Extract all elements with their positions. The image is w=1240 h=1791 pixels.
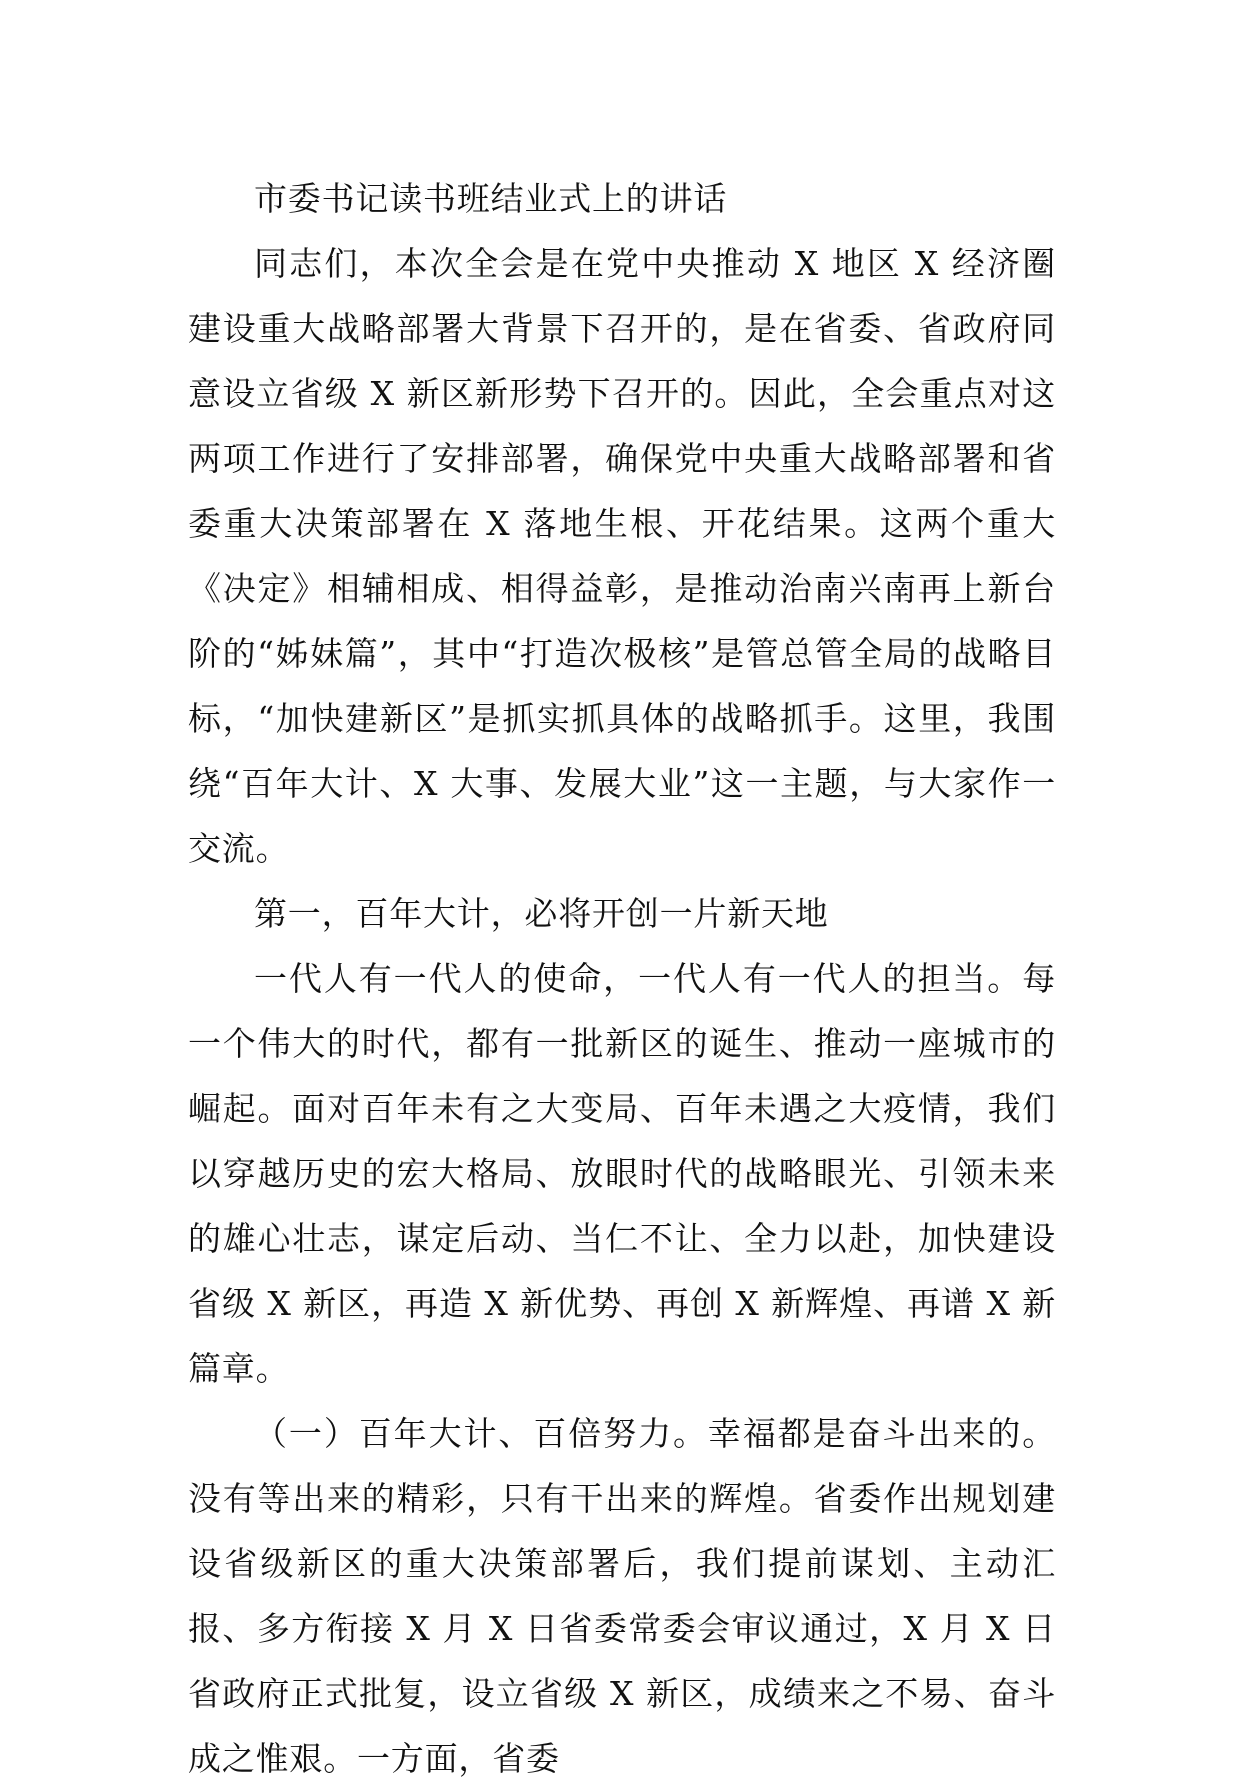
paragraph-subsection-one: （一）百年大计、百倍努力。幸福都是奋斗出来的。没有等出来的精彩，只有干出来的辉煌。省委作出规划建设省级新区的重大决策部署后，我们提前谋划、主动汇报、多方衔接 X 月 X 日省委常委会审议通过，X 月 X 日省政府正式批复，设立省级 X 新区，成绩来之不易、奋斗成之惟艰。一方面，省委 <box>188 1414 1056 1778</box>
paragraph-opening: 同志们，本次全会是在党中央推动 X 地区 X 经济圈建设重大战略部署大背景下召开的，是在省委、省政府同意设立省级 X 新区新形势下召开的。因此，全会重点对这两项工作进行了安排部署，确保党中央重大战略部署和省委重大决策部署在 X 落地生根、开花结果。这两个重大《决定》相辅相成、相得益彰，是推动治南兴南再上新台阶的“姊妹篇”，其中“打造次极核”是管总管全局的战略目标，“加快建新区”是抓实抓具体的战略抓手。这里，我围绕“百年大计、X 大事、发展大业”这一主题，与大家作一交流。 <box>188 244 1056 868</box>
document-title: 市委书记读书班结业式上的讲话 <box>254 179 728 218</box>
paragraph-mission: 一代人有一代人的使命，一代人有一代人的担当。每一个伟大的时代，都有一批新区的诞生、推动一座城市的崛起。面对百年未有之大变局、百年未遇之大疫情，我们以穿越历史的宏大格局、放眼时代的战略眼光、引领未来的雄心壮志，谋定后动、当仁不让、全力以赴，加快建设省级 X 新区，再造 X 新优势、再创 X 新辉煌、再谱 X 新篇章。 <box>188 959 1056 1388</box>
section-heading-first: 第一，百年大计，必将开创一片新天地 <box>254 894 829 933</box>
document-body <box>188 166 1056 1791</box>
